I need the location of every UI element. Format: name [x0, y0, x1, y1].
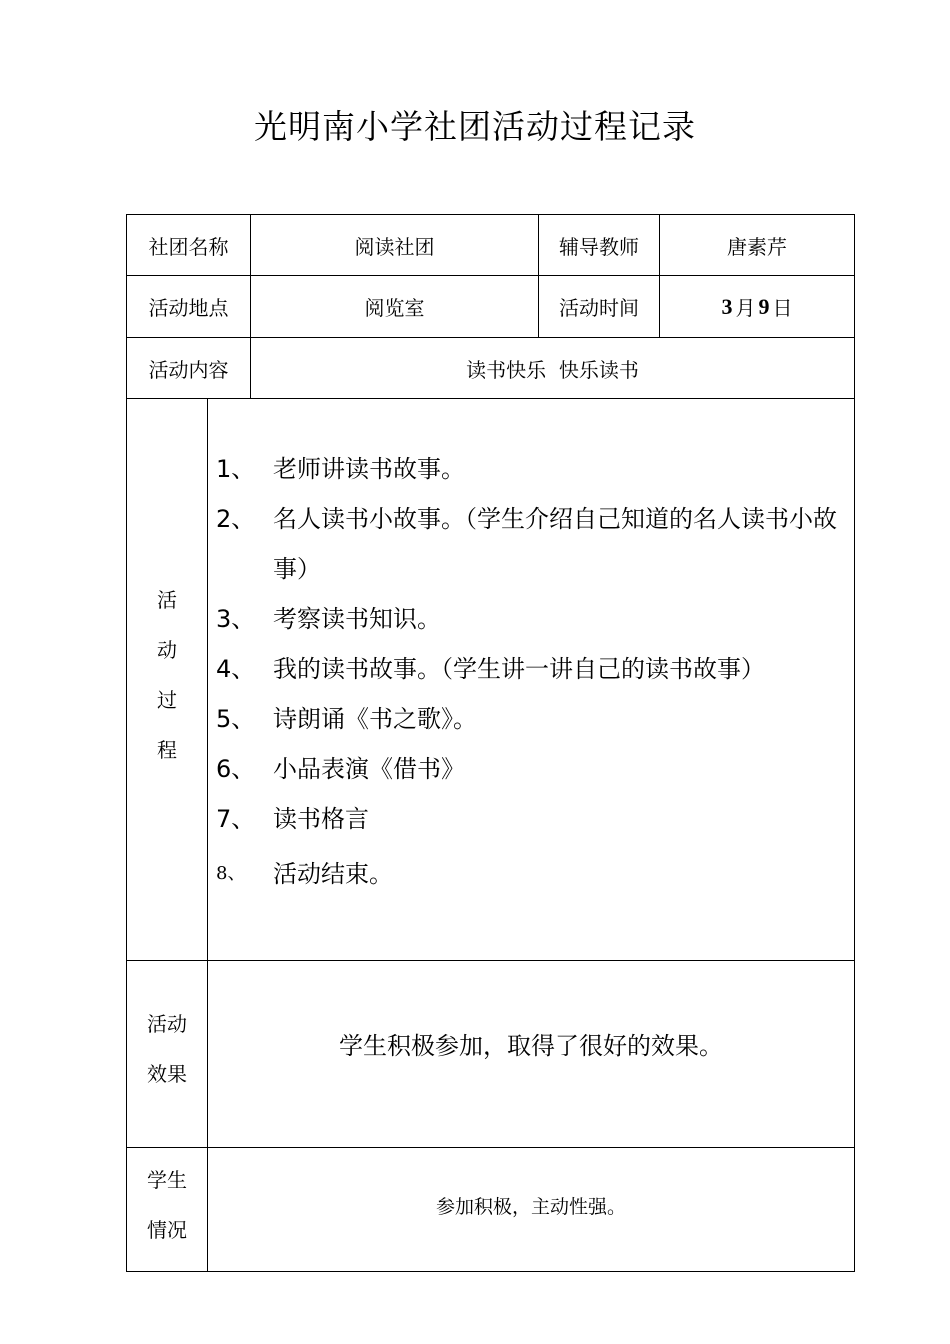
content-value: 读书快乐 快乐读书: [466, 357, 639, 382]
location-label: 活动地点: [148, 296, 229, 320]
step-number: 1、: [216, 455, 256, 483]
teacher-label: 辅导教师: [559, 234, 639, 259]
step-text: 读书格言: [273, 805, 369, 833]
step-number: 2、: [216, 505, 256, 533]
step-number: 5、: [216, 705, 256, 733]
step-number: 8、: [216, 863, 246, 884]
club-name-value: 阅读社团: [354, 234, 435, 259]
students-label-line: 学生: [147, 1168, 187, 1192]
step-number: 7、: [216, 805, 256, 833]
club-name-label: 社团名称: [148, 234, 229, 259]
step-text: 考察读书知识。: [273, 605, 441, 633]
page-title: 光明南小学社团活动过程记录: [254, 107, 696, 146]
teacher-value: 唐素芹: [727, 234, 787, 259]
process-label-char: 过: [157, 688, 177, 712]
time-label: 活动时间: [559, 296, 639, 320]
step-text: 活动结束。: [273, 860, 393, 888]
step-text: 名人读书小故事。（学生介绍自己知道的名人读书小故事）: [273, 505, 837, 583]
students-label: [127, 1155, 207, 1255]
location-value: 阅览室: [364, 296, 425, 320]
time-day-unit: 日: [772, 296, 793, 320]
students-label-line: 情况: [147, 1218, 187, 1242]
step-text: 诗朗诵《书之歌》。: [273, 705, 477, 733]
process-label: [127, 575, 207, 775]
step-number: 3、: [216, 605, 256, 633]
time-month-unit: 月: [735, 296, 756, 320]
step-number: 6、: [216, 755, 256, 783]
time-value: [660, 276, 854, 337]
process-label-char: 程: [157, 738, 177, 762]
process-label-char: 动: [157, 638, 177, 662]
step-text: 老师讲读书故事。: [273, 455, 465, 483]
effect-label: [127, 999, 207, 1099]
step-text: 我的读书故事。（学生讲一讲自己的读书故事）: [273, 655, 765, 683]
time-month-num: 3: [721, 293, 733, 319]
effect-value: 学生积极参加，取得了很好的效果。: [339, 1032, 723, 1060]
step-text: 小品表演《借书》: [273, 755, 465, 783]
process-label-char: 活: [157, 588, 177, 612]
time-day-num: 9: [758, 293, 770, 319]
effect-label-line: 效果: [147, 1062, 187, 1086]
step-number: 4、: [216, 655, 256, 683]
students-value: 参加积极，主动性强。: [435, 1196, 626, 1218]
effect-label-line: 活动: [147, 1012, 187, 1036]
content-label: 活动内容: [148, 357, 229, 382]
